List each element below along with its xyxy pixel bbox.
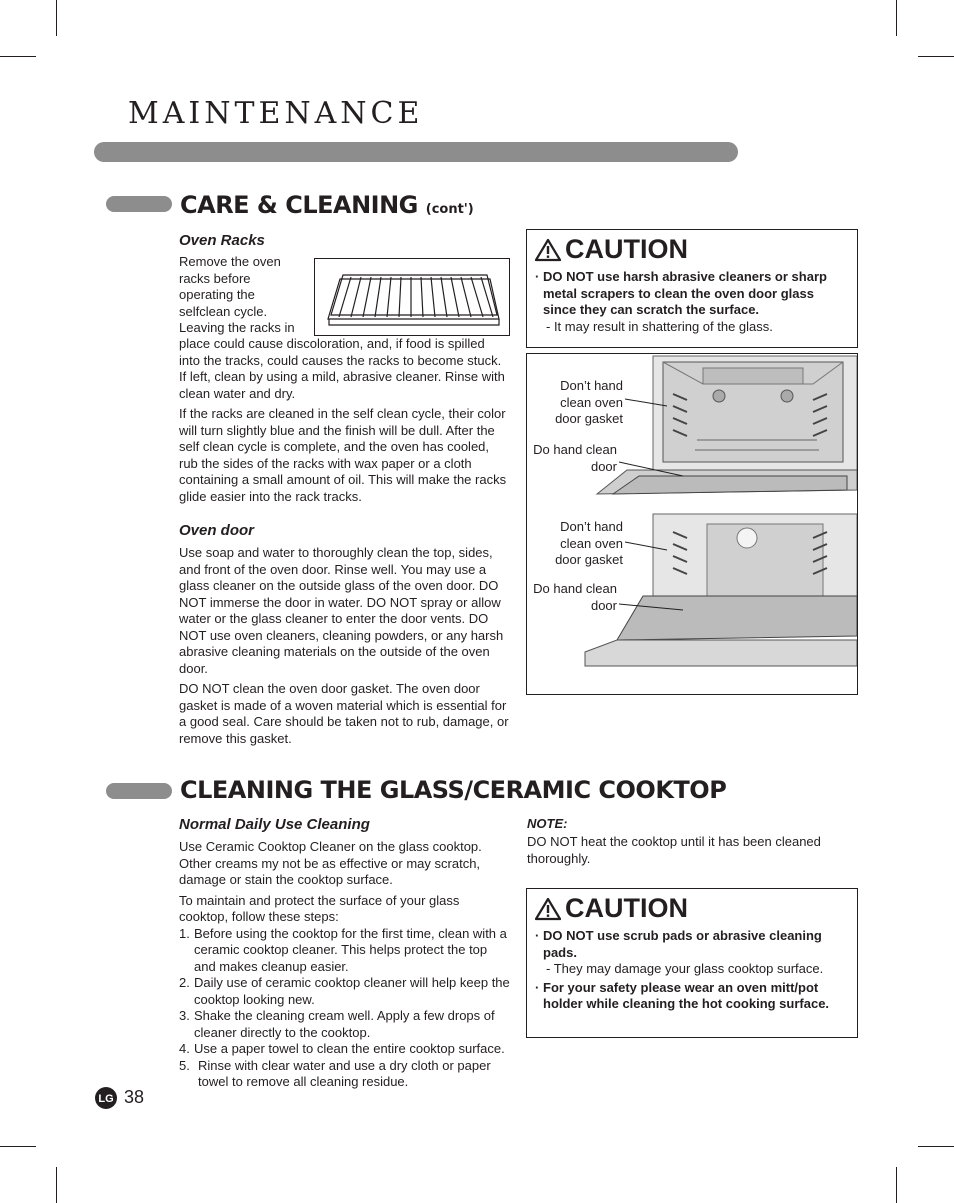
text-line: Remove the oven (179, 254, 281, 269)
text-line: racks before (179, 270, 251, 286)
caution-list (527, 269, 857, 335)
note-text: DO NOT heat the cooktop until it has been cleaned thoroughly. (527, 834, 821, 866)
step-text: Daily use of ceramic cooktop cleaner will help keep the cooktop looking new. (194, 975, 510, 1007)
lower-oven (585, 514, 857, 666)
list-item (179, 975, 511, 1008)
step-number: 5. (179, 1057, 190, 1073)
caution-title: CAUTION (565, 893, 688, 923)
crop-mark (918, 1146, 954, 1147)
caution-box-oven-glass (526, 229, 858, 348)
crop-mark (56, 1167, 57, 1203)
caution-item: · DO NOT use scrub pads or abrasive cleaning pads. (535, 928, 849, 961)
cooktop-body (179, 839, 511, 1091)
care-title-sub: (cont') (425, 202, 474, 217)
caution-item: · For your safety please wear an oven mitt/pot holder while cleaning the hot cooking surface. (535, 980, 849, 1013)
label-upper-gasket: Don’t hand clean oven door gasket (555, 378, 623, 426)
warning-triangle-icon (535, 897, 561, 921)
step-text: Shake the cleaning cream well. Apply a few drops of cleaner directly to the cooktop. (194, 1008, 495, 1040)
cleaning-steps (179, 926, 511, 1091)
section-pill (106, 196, 172, 212)
oven-rack-illustration (314, 258, 510, 336)
page-number: 38 (124, 1087, 145, 1107)
oven-racks-para1: place could cause discoloration, and, if food is spilled into the tracks, could causes the racks to become stuck. If left, clean by using a mild, abrasive cleaner. Rinse with clean water and dry. (179, 336, 505, 401)
cooktop-para2: To maintain and protect the surface of your glass cooktop, follow these steps: (179, 892, 460, 924)
note-label: NOTE: (527, 816, 568, 831)
oven-door-body (179, 545, 511, 751)
oven-door-heading: Oven door (179, 522, 255, 539)
crop-mark (0, 1146, 36, 1147)
crop-mark (918, 56, 954, 57)
oven-door-para1: Use soap and water to thoroughly clean the top, sides, and front of the oven door. Rinse well. You may use a glass cleaner on the outside glass of the oven door. DO NOT immerse the door in water. DO NOT spray or allow water or the glass cleaner to enter the door vents. DO NOT use oven cleaners, cleaning powders, or any harsh abrasive cleaning materials on the outside of the oven door. (179, 545, 504, 676)
list-item (179, 926, 511, 976)
oven-door-para2: DO NOT clean the oven door gasket. The oven door gasket is made of a woven material which is essential for a good seal. Care should be taken not to rub, damage, or remove this gasket. (179, 681, 509, 746)
warning-triangle-icon (535, 238, 561, 262)
text-line: operating the (179, 287, 255, 302)
daily-cleaning-heading: Normal Daily Use Cleaning (179, 816, 370, 833)
caution-subitem: - It may result in shattering of the glass. (546, 318, 773, 334)
step-number: 4. (179, 1041, 190, 1056)
text-line: selfclean cycle. (179, 303, 268, 319)
upper-oven (597, 356, 857, 494)
oven-racks-heading: Oven Racks (179, 232, 265, 249)
text-line: Leaving the racks in (179, 320, 295, 335)
step-text: Rinse with clear water and use a dry cloth or paper towel to remove all cleaning residue. (198, 1057, 491, 1089)
crop-mark (896, 1167, 897, 1203)
caution-heading (535, 893, 857, 924)
lg-logo-icon (94, 1086, 118, 1110)
crop-mark (56, 0, 57, 36)
oven-racks-para2: If the racks are cleaned in the self clean cycle, their color will turn slightly blue and the finish will be dull. After the self clean cycle is complete, and the oven has cooled, rub the sides of the racks with wax paper or a cloth containing a small amount of oil. This will make the racks glide easier into the rack tracks. (179, 406, 507, 504)
lg-logo-text: LG (98, 1093, 114, 1105)
oven-racks-body (179, 336, 509, 509)
oven-racks-intro (179, 254, 309, 337)
crop-mark (0, 56, 36, 57)
cooktop-section-title: CLEANING THE GLASS/CERAMIC COOKTOP (180, 776, 727, 804)
list-item (179, 1058, 511, 1091)
step-text: Use a paper towel to clean the entire cooktop surface. (194, 1041, 505, 1056)
caution-list (527, 928, 857, 1013)
list-item (179, 1041, 511, 1058)
oven-door-figure (526, 353, 858, 695)
step-number: 2. (179, 975, 190, 990)
header-bar (94, 142, 738, 162)
step-text: Before using the cooktop for the first time, clean with a ceramic cooktop cleaner. This helps protect the top and makes cleanup easier. (194, 925, 507, 974)
step-number: 1. (179, 925, 190, 941)
caution-box-cooktop (526, 888, 858, 1038)
caution-subitem: - They may damage your glass cooktop surface. (546, 961, 824, 976)
caution-heading (535, 234, 857, 265)
caution-title: CAUTION (565, 234, 688, 264)
list-item (179, 1008, 511, 1041)
care-section-title (180, 191, 474, 219)
section-pill (106, 783, 172, 799)
label-upper-door: Do hand clean door (533, 442, 617, 474)
rack-icon (315, 259, 509, 335)
crop-mark (896, 0, 897, 36)
step-number: 3. (179, 1008, 190, 1023)
label-lower-gasket: Don’t hand clean oven door gasket (555, 519, 623, 567)
label-lower-door: Do hand clean door (533, 581, 617, 613)
cooktop-para1: Use Ceramic Cooktop Cleaner on the glass cooktop. Other creams my not be as effective or may scratch, damage or stain the cooktop surface. (179, 839, 482, 887)
page-title: MAINTENANCE (128, 96, 424, 131)
caution-item: · DO NOT use harsh abrasive cleaners or sharp metal scrapers to clean the oven door glass since they can scratch the surface. (535, 269, 849, 319)
care-title-text: CARE & CLEANING (180, 191, 418, 219)
